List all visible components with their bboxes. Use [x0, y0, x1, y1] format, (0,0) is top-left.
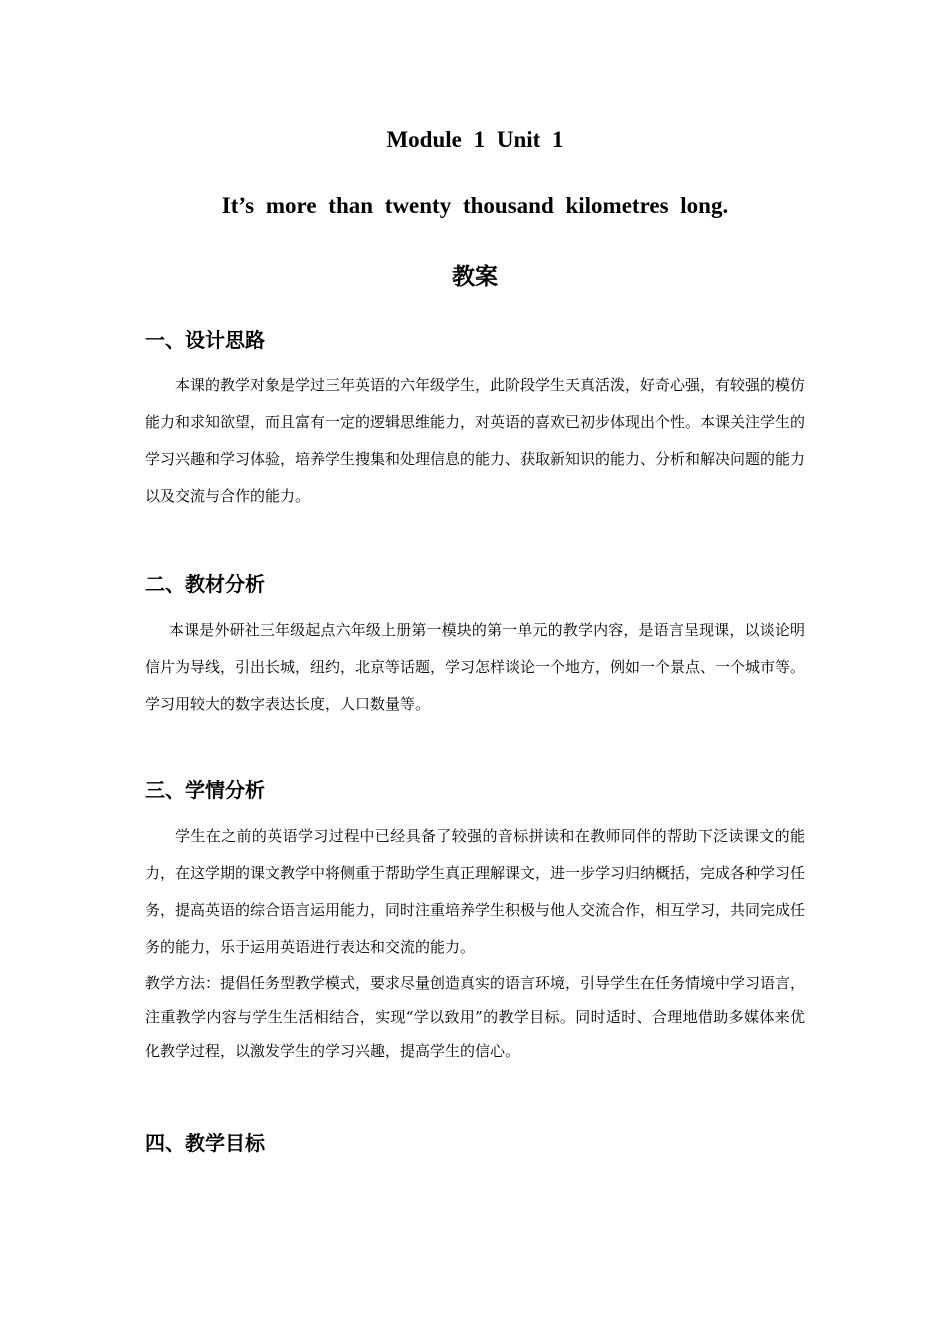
section-heading-design-idea: 一、设计思路	[145, 328, 265, 352]
section-paragraph-teaching-method: 教学方法：提倡任务型教学模式，要求尽量创造真实的语言环境，引导学生在任务情境中学习语言，注重教学内容与学生生活相结合，实现“学以致用”的教学目标。同时适时、合理地借助多媒体来优化教学过程，以激发学生的学习兴趣，提高学生的信心。	[145, 974, 806, 1060]
section-paragraph-student-analysis: 学生在之前的英语学习过程中已经具备了较强的音标拼读和在教师同伴的帮助下泛读课文的能力，在这学期的课文教学中将侧重于帮助学生真正理解课文，进一步学习归纳概括，完成各种学习任务，提高英语的综合语言运用能力，同时注重培养学生积极与他人交流合作，相互学习，共同完成任务的能力，乐于运用英语进行表达和交流的能力。	[145, 827, 806, 956]
section-paragraph-material-analysis: 本课是外研社三年级起点六年级上册第一模块的第一单元的教学内容，是语言呈现课，以谈论明信片为导线，引出长城，纽约，北京等话题，学习怎样谈论一个地方，例如一个景点、一个城市等。学习用较大的数字表达长度，人口数量等。	[145, 621, 806, 713]
section-heading-material-analysis: 二、教材分析	[145, 572, 265, 596]
section-heading-teaching-goals: 四、教学目标	[145, 1131, 265, 1155]
section-paragraph-design-idea: 本课的教学对象是学过三年英语的六年级学生，此阶段学生天真活泼，好奇心强，有较强的模仿能力和求知欲望，而且富有一定的逻辑思维能力，对英语的喜欢已初步体现出个性。本课关注学生的学习兴趣和学习体验，培养学生搜集和处理信息的能力、获取新知识的能力、分析和解决问题的能力以及交流与合作的能力。	[145, 376, 806, 505]
document-title-module: Module 1 Unit 1	[386, 127, 564, 152]
section-heading-student-analysis: 三、学情分析	[145, 778, 265, 802]
document-title-lesson-plan: 教案	[452, 264, 498, 290]
document-title-lesson: It’s more than twenty thousand kilometres long.	[221, 193, 729, 218]
